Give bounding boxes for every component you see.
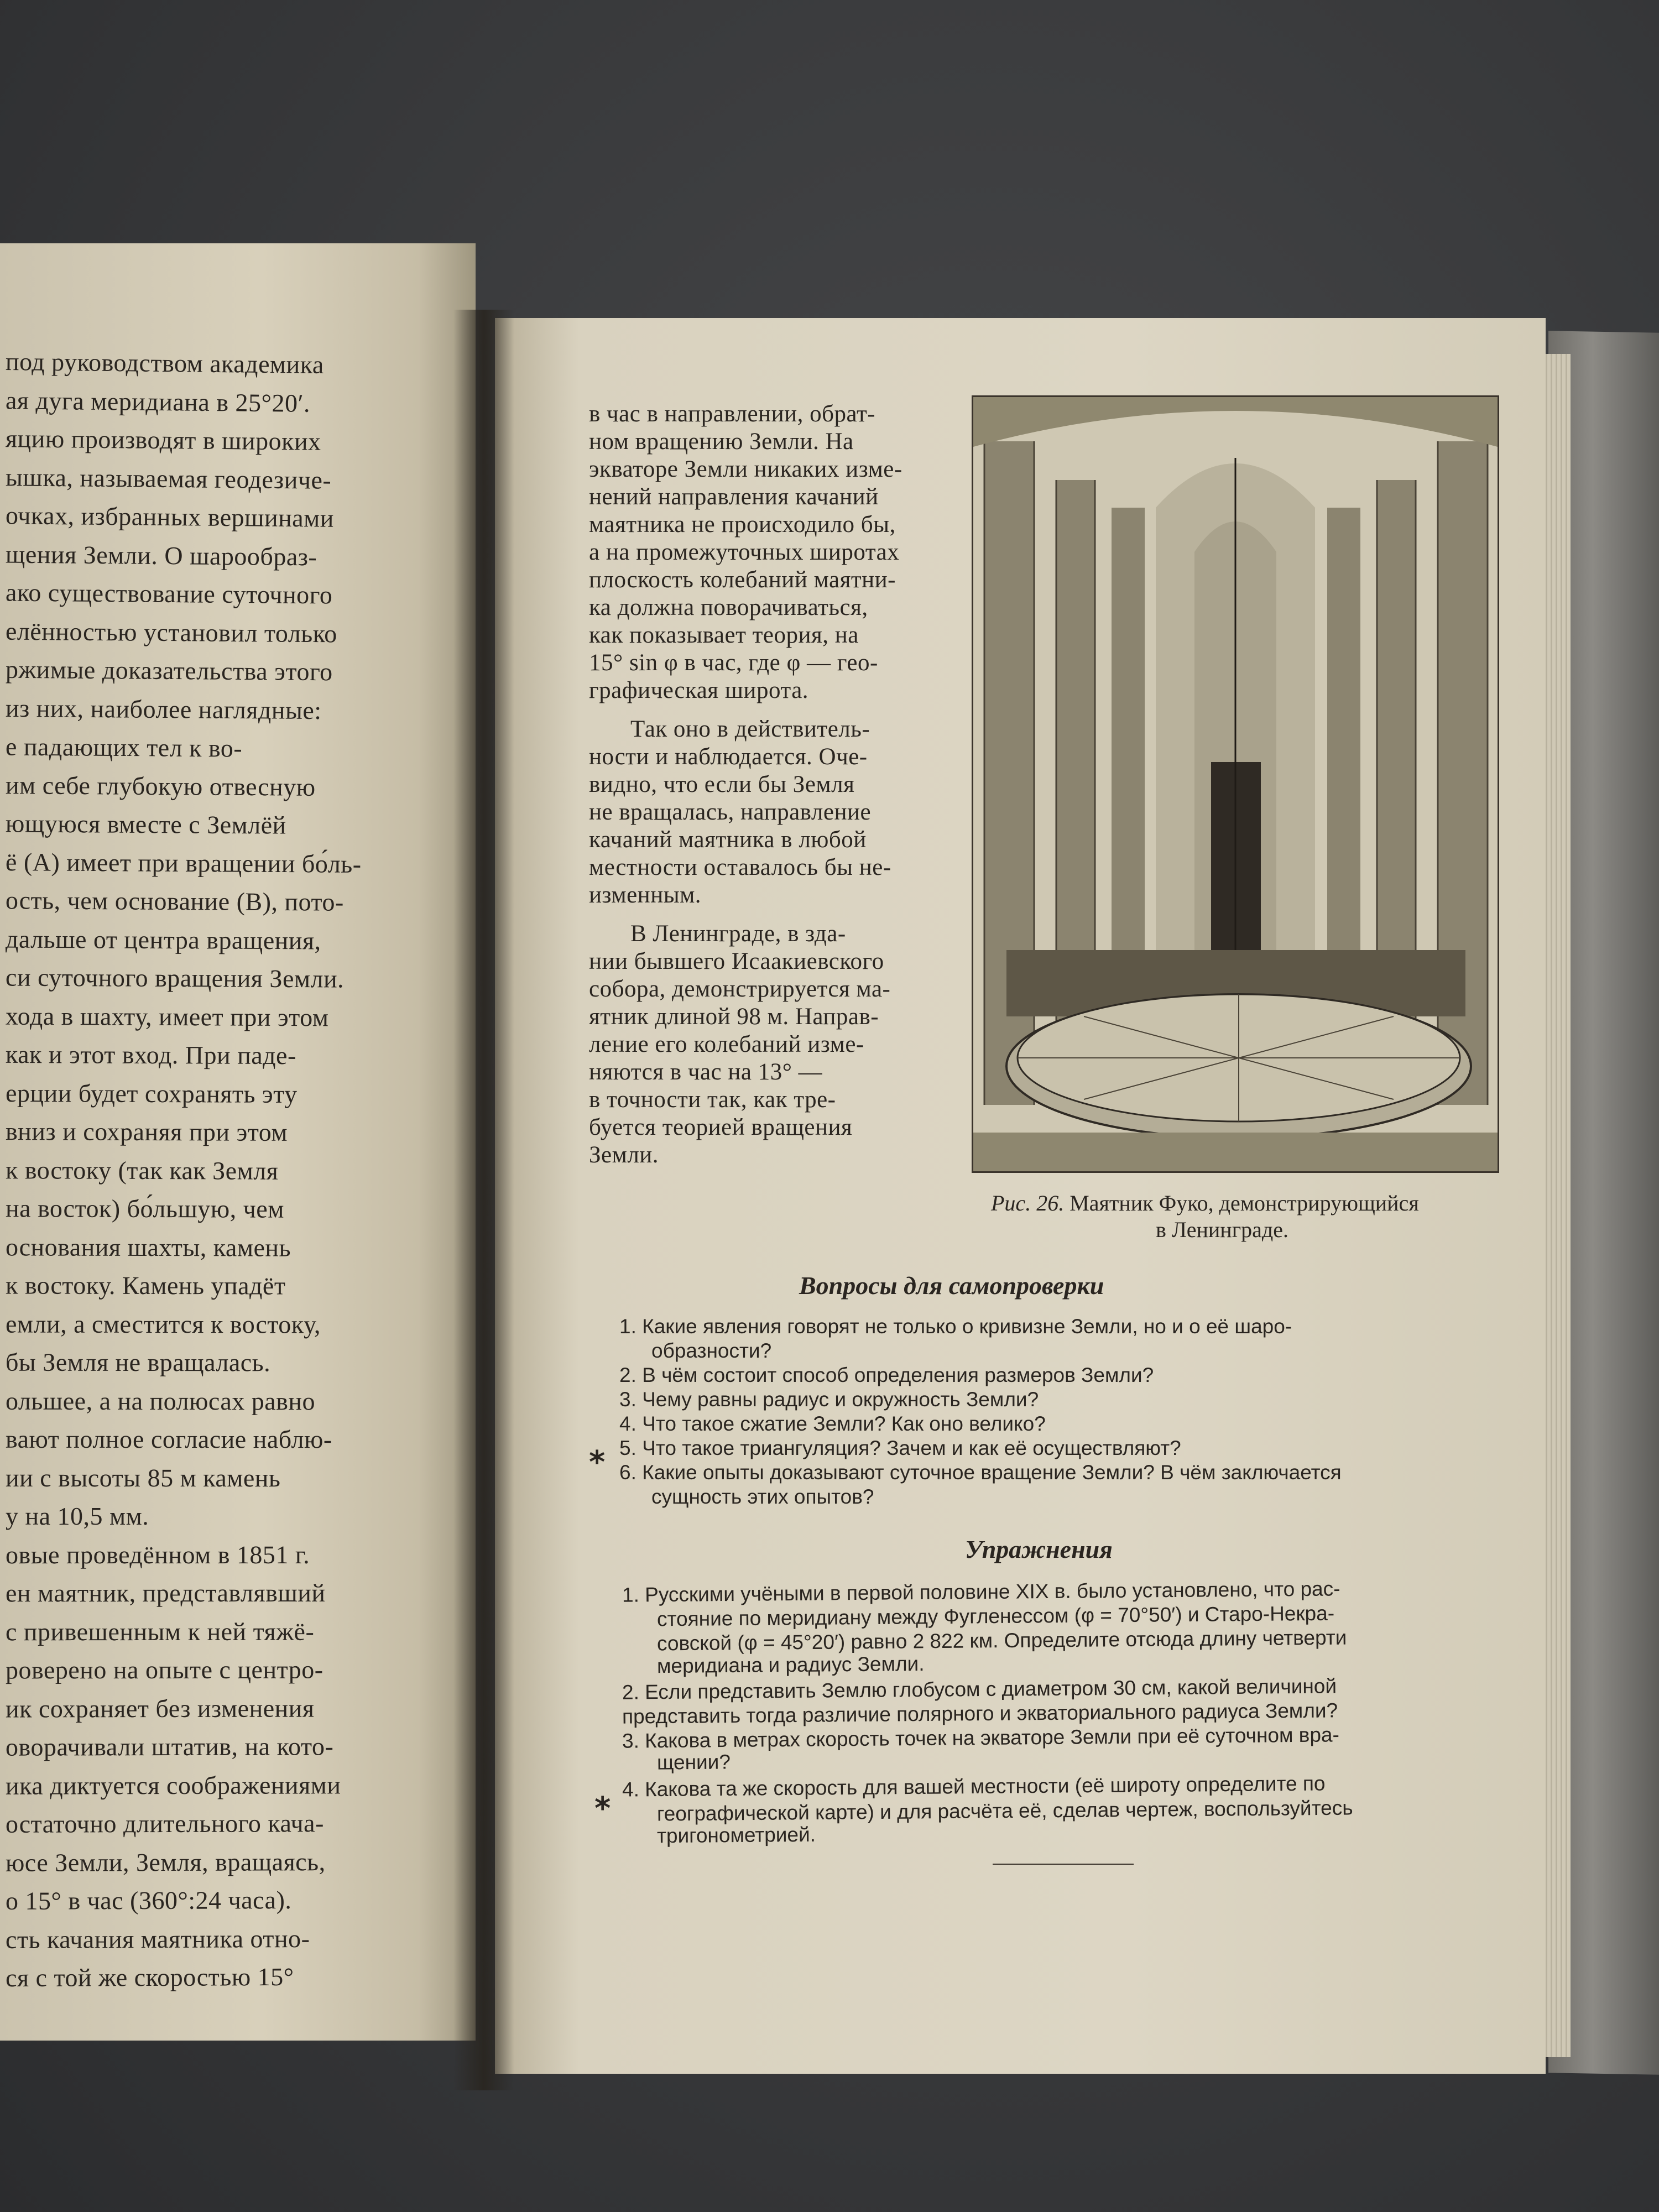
left-page-line: овые проведённом в 1851 г. — [5, 1540, 310, 1569]
left-page-line: у на 10,5 мм. — [6, 1502, 149, 1530]
exercise-item: совской (φ = 45°20′) равно 2 822 км. Определите отсюда длину четверти — [656, 1626, 1347, 1655]
right-page-line: Так оно в действитель- — [630, 716, 870, 742]
right-page-line: ном вращению Земли. На — [589, 429, 854, 455]
left-page-line: вниз и сохраняя при этом — [5, 1117, 288, 1146]
left-page-line: как и этот вход. При паде- — [5, 1040, 296, 1070]
right-page-line: 15° sin φ в час, где φ — гео- — [589, 650, 878, 676]
left-page-line: ё (А) имеет при вращении бо́ль- — [5, 847, 362, 878]
exercises-heading: Упражнения — [965, 1535, 1113, 1563]
question-item: сущность этих опытов? — [651, 1485, 874, 1508]
left-page-line: ии с высоты 85 м камень — [5, 1463, 281, 1492]
right-page-line: а на промежуточных широтах — [589, 539, 900, 565]
right-page-line: буется теорией вращения — [589, 1114, 853, 1140]
right-page-line: нии бывшего Исаакиевского — [589, 948, 884, 974]
right-page-line: ление его колебаний изме- — [589, 1031, 864, 1057]
question-item: 5. Что такое триангуляция? Зачем и как её осуществляют? — [619, 1437, 1181, 1459]
left-page-line: елённостью установил только — [5, 617, 337, 648]
right-page-line: собора, демонстрируется ма- — [589, 976, 891, 1002]
question-star-mark: * — [589, 1444, 606, 1480]
left-page-line: вают полное согласие наблю- — [5, 1425, 332, 1454]
left-page-line: оворачивали штатив, на кото- — [5, 1732, 334, 1761]
left-page-line: к востоку (так как Земля — [5, 1155, 279, 1185]
figure-caption-line2: в Ленинграде. — [1156, 1217, 1288, 1242]
exercise-item: представить тогда различие полярного и экваториального радиуса Земли? — [622, 1699, 1338, 1728]
questions-heading: Вопросы для самопроверки — [799, 1271, 1104, 1300]
exercise-item: 2. Если представить Землю глобусом с диаметром 30 см, какой величиной — [622, 1674, 1337, 1704]
left-page-line: ако существование суточного — [5, 578, 333, 609]
question-item: 1. Какие явления говорят не только о кривизне Земли, но и о её шаро- — [619, 1315, 1292, 1338]
left-page-line: ышка, называемая геодезиче- — [5, 462, 332, 494]
exercise-item: тригонометрией. — [656, 1823, 816, 1848]
left-page-line: дальше от центра вращения, — [5, 925, 321, 954]
exercise-item: географической карте) и для расчёта её, сделав чертеж, воспользуйтесь — [656, 1796, 1353, 1825]
exercise-item: 1. Русскими учёными в первой половине XIX в. было установлено, что рас- — [622, 1577, 1340, 1606]
book-gutter-shadow — [453, 310, 514, 2090]
left-page-line: ика диктуется соображениями — [5, 1770, 341, 1800]
left-page-line: хода в шахту, имеет при этом — [5, 1001, 329, 1031]
figure-caption — [991, 1190, 1419, 1216]
question-item: 6. Какие опыты доказывают суточное вращение Земли? В чём заключается — [619, 1461, 1342, 1484]
exercise-item: щении? — [656, 1750, 731, 1774]
figure-caption-label: Рис. 26. — [991, 1191, 1065, 1215]
right-page-line: В Ленинграде, в зда- — [630, 921, 846, 947]
right-page-line: в час в направлении, обрат- — [589, 401, 876, 427]
left-page-line: к востоку. Камень упадёт — [5, 1271, 286, 1300]
question-item: образности? — [651, 1339, 772, 1362]
right-page-line: не вращалась, направление — [589, 799, 872, 825]
left-page-line: очках, избранных вершинами — [5, 501, 335, 533]
left-page-line: ость, чем основание (B), пото- — [5, 886, 344, 916]
right-page-line: местности оставалось бы не- — [589, 854, 891, 880]
left-page-line: на восток) бо́льшую, чем — [5, 1194, 284, 1223]
left-page-line: щения Земли. О шарообраз- — [5, 540, 317, 571]
exercise-star-mark: * — [594, 1791, 611, 1827]
left-page-line: е падающих тел к во- — [5, 732, 243, 763]
left-page-line: ржимые доказательства этого — [5, 655, 333, 686]
right-page-line: Земли. — [589, 1142, 659, 1168]
left-page-line: ющуюся вместе с Землёй — [5, 809, 286, 839]
left-page-line: ая дуга меридиана в 25°20′. — [5, 385, 311, 418]
left-page-line: под руководством академика — [5, 347, 325, 379]
left-page-line: ольшее, а на полюсах равно — [5, 1386, 316, 1415]
left-page-line: ен маятник, представлявший — [5, 1578, 326, 1608]
right-page-line: плоскость колебаний маятни- — [589, 567, 896, 593]
foucault-pendulum-figure — [972, 395, 1499, 1173]
right-page-line: качаний маятника в любой — [589, 827, 867, 853]
left-page-line: с привешенным к ней тяжё- — [5, 1617, 315, 1646]
left-page-line: яцию производят в широких — [5, 424, 321, 456]
right-page-line: графическая широта. — [589, 677, 809, 703]
right-page-line: как показывает теория, на — [589, 622, 859, 648]
question-item: 2. В чём состоит способ определения размеров Земли? — [619, 1364, 1154, 1386]
left-page-line: основания шахты, камень — [5, 1232, 291, 1262]
right-page-line: ка должна поворачиваться, — [589, 594, 868, 620]
right-page-line: видно, что если бы Земля — [589, 771, 855, 797]
question-item: 4. Что такое сжатие Земли? Как оно велико? — [619, 1412, 1046, 1435]
pendulum-illustration — [973, 397, 1498, 1171]
left-page-line: юсе Земли, Земля, вращаясь, — [5, 1847, 326, 1877]
left-page-line: си суточного вращения Земли. — [5, 963, 345, 993]
left-page-line: сть качания маятника отно- — [5, 1924, 310, 1954]
right-page-line: ности и наблюдается. Оче- — [589, 744, 868, 770]
left-page-line: из них, наиболее наглядные: — [5, 693, 322, 724]
left-page-line: о 15° в час (360°:24 часа). — [5, 1886, 292, 1915]
end-rule — [993, 1864, 1134, 1865]
question-item: 3. Чему равны радиус и окружность Земли? — [619, 1388, 1039, 1411]
right-page-line: маятника не происходило бы, — [589, 512, 896, 538]
right-page-line: нений направления качаний — [589, 484, 879, 510]
right-page-line: изменным. — [589, 882, 702, 908]
exercise-item: 3. Какова в метрах скорость точек на экваторе Земли при её суточном вра- — [622, 1723, 1339, 1752]
figure-caption-text: Маятник Фуко, демонстрирующийся — [1070, 1191, 1419, 1215]
right-page-line: экваторе Земли никаких изме- — [589, 456, 902, 482]
left-page-line: роверено на опыте с центро- — [5, 1655, 324, 1684]
left-page-line: емли, а сместится к востоку, — [5, 1310, 321, 1338]
exercise-item: стояние по меридиану между Фугленессом (φ = 70°50′) и Старо-Некра- — [656, 1601, 1335, 1631]
exercise-item: 4. Какова та же скорость для вашей местности (её широту определите по — [622, 1772, 1326, 1801]
left-page-line: ерции будет сохранять эту — [5, 1078, 298, 1108]
left-page-line: остаточно длительного кача- — [5, 1809, 324, 1838]
left-page-line: бы Земля не вращалась. — [5, 1348, 271, 1377]
right-page-line: в точности так, как тре- — [589, 1087, 836, 1113]
left-page-line: ся с той же скоростью 15° — [5, 1962, 294, 1992]
right-page-line: няются в час на 13° — — [589, 1059, 823, 1085]
right-page-line: ятник длиной 98 м. Направ- — [589, 1004, 879, 1030]
left-page-line: ик сохраняет без изменения — [5, 1694, 315, 1723]
left-page-line: им себе глубокую отвесную — [5, 770, 316, 801]
exercise-item: меридиана и радиус Земли. — [656, 1652, 925, 1678]
